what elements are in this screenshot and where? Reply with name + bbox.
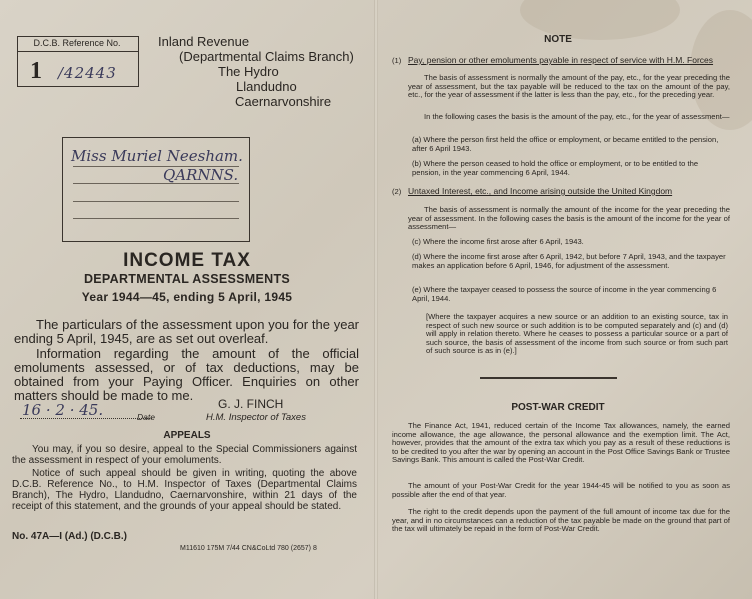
post-war-credit-paragraph-1: The Finance Act, 1941, reduced certain of the Income Tax allowances, namely, the earned income allowance, the age allowance, the personal allowance and the exemption limit. The Act, however, provides that the amount of the extra tax which you pay as a result of these reductions is to be credited to you after the war by opening an account in the Post Office Savings Bank or Trustee Savings Bank. This amount is called the Post-War Credit.	[392, 421, 730, 465]
document-subtitle: DEPARTMENTAL ASSESSMENTS	[83, 272, 291, 286]
appeals-heading: APPEALS	[163, 430, 211, 441]
address-line: Llandudno	[236, 79, 297, 94]
post-war-credit-paragraph-2: The amount of your Post-War Credit for the year 1944-45 will be notified to you as soon as possible after the end of that year.	[392, 481, 730, 499]
section-1-heading: Pay, pension or other emoluments payable in respect of service with H.M. Forces	[408, 55, 714, 65]
recipient-service: QARNNS.	[163, 166, 239, 184]
section-2-paragraph: The basis of assessment is normally the amount of the income for the year preceding the year of assessment. In the following cases the basis is the amount of the income for the year of assessment—	[408, 205, 730, 232]
section-1-case-a: (a) Where the person first held the office or employment, or became entitled to the pension, after 6 April 1943.	[412, 135, 719, 153]
section-2-heading: Untaxed Interest, etc., and Income arising outside the United Kingdom	[408, 186, 673, 196]
date-label: Date	[137, 412, 155, 422]
address-line: Caernarvonshire	[235, 94, 332, 109]
section-2-case-e: (e) Where the taxpayer ceased to possess the source of income in the year commencing 6 April, 1944.	[412, 285, 717, 303]
section-1-paragraph: The basis of assessment is normally the amount of the pay, etc., for the year preceding the year of assessment, but the tax payable will be reduced to the tax on the amount of the pay, etc., for the year of assessment if the latter is less than the pay, etc., for the preceding year.	[408, 73, 730, 100]
appeals-paragraph-2: Notice of such appeal should be given in writing, quoting the above D.C.B. Reference No., to H.M. Inspector of Taxes (Departmental Claims Branch), The Hydro, Llandudno, Caernarvonshire, within 21 days of the receipt of this statement, and the grounds of your appeal should be stated.	[12, 468, 357, 512]
section-2-bracket-note: [Where the taxpayer acquires a new source or an addition to an existing source, tax in respect of such new source or such addition is to be computed separately and (c) and (d) will apply in relation thereto. Where he ceases to possess a particular source or a part of such source, the basis of assessment of the income from such source or from such part of such source is as in (e).]	[426, 312, 728, 356]
date-line	[20, 418, 152, 419]
info-paragraph: Information regarding the amount of the official emoluments assessed, or of tax deductions, may be obtained from your Paying Officer. Enquiries on other matters should be made to me.	[14, 346, 359, 403]
post-war-credit-paragraph-3: The right to the credit depends upon the payment of the full amount of income tax due for the year, and in no circumstances can a reduction of the tax payable be made on the ground that part of the tax will ultimately be repaid in the form of Post-War Credit.	[392, 507, 730, 534]
printer-imprint: M11610 175M 7/44 CN&CoLtd 780 (2657) 8	[180, 545, 317, 552]
note-heading: NOTE	[544, 34, 572, 45]
reference-label: D.C.B. Reference No.	[33, 38, 121, 48]
inspector-title: H.M. Inspector of Taxes	[206, 412, 306, 423]
appeals-paragraph-1: You may, if you so desire, appeal to the Special Commissioners against the assessment in respect of your emoluments.	[12, 444, 357, 466]
section-2-case-c: (c) Where the income first arose after 6 April, 1943.	[412, 237, 584, 246]
intro-paragraph: The particulars of the assessment upon you for the year ending 5 April, 1945, are as set out overleaf.	[14, 317, 359, 346]
address-line: The Hydro	[218, 64, 279, 79]
address-line: Inland Revenue	[158, 34, 250, 49]
date-handwritten: 16 · 2 · 45.	[22, 401, 104, 419]
section-2-case-d: (d) Where the income first arose after 6 April, 1942, but before 7 April, 1943, and the taxpayer makes an application before 6 April, 1946, for adjustment of the assessment.	[412, 252, 726, 270]
window-rule	[73, 201, 239, 202]
recipient-name: Miss Muriel Neesham.	[71, 147, 243, 165]
inspector-name: G. J. FINCH	[218, 397, 284, 411]
section-1-case-b: (b) Where the person ceased to hold the office or employment, or to be entitled to the pension, in the year commencing 6 April, 1944.	[412, 159, 699, 177]
reference-number: 1	[30, 58, 42, 84]
window-rule	[73, 218, 239, 219]
reference-handwritten: /42443	[58, 64, 117, 82]
address-window	[62, 137, 250, 242]
section-divider	[480, 377, 617, 379]
fold-crease	[374, 0, 378, 599]
section-1-cases-intro: In the following cases the basis is the amount of the pay, etc., for the year of assessment—	[424, 112, 730, 121]
assessment-year: Year 1944—45, ending 5 April, 1945	[81, 290, 293, 304]
section-1-number: (1)	[392, 56, 402, 65]
document-title: INCOME TAX	[123, 250, 251, 271]
post-war-credit-heading: POST-WAR CREDIT	[511, 402, 605, 413]
office-address	[158, 34, 354, 109]
reference-divider	[17, 51, 139, 52]
form-number: No. 47A—I (Ad.) (D.C.B.)	[12, 531, 127, 542]
address-line: (Departmental Claims Branch)	[179, 49, 354, 64]
section-2-number: (2)	[392, 187, 402, 196]
